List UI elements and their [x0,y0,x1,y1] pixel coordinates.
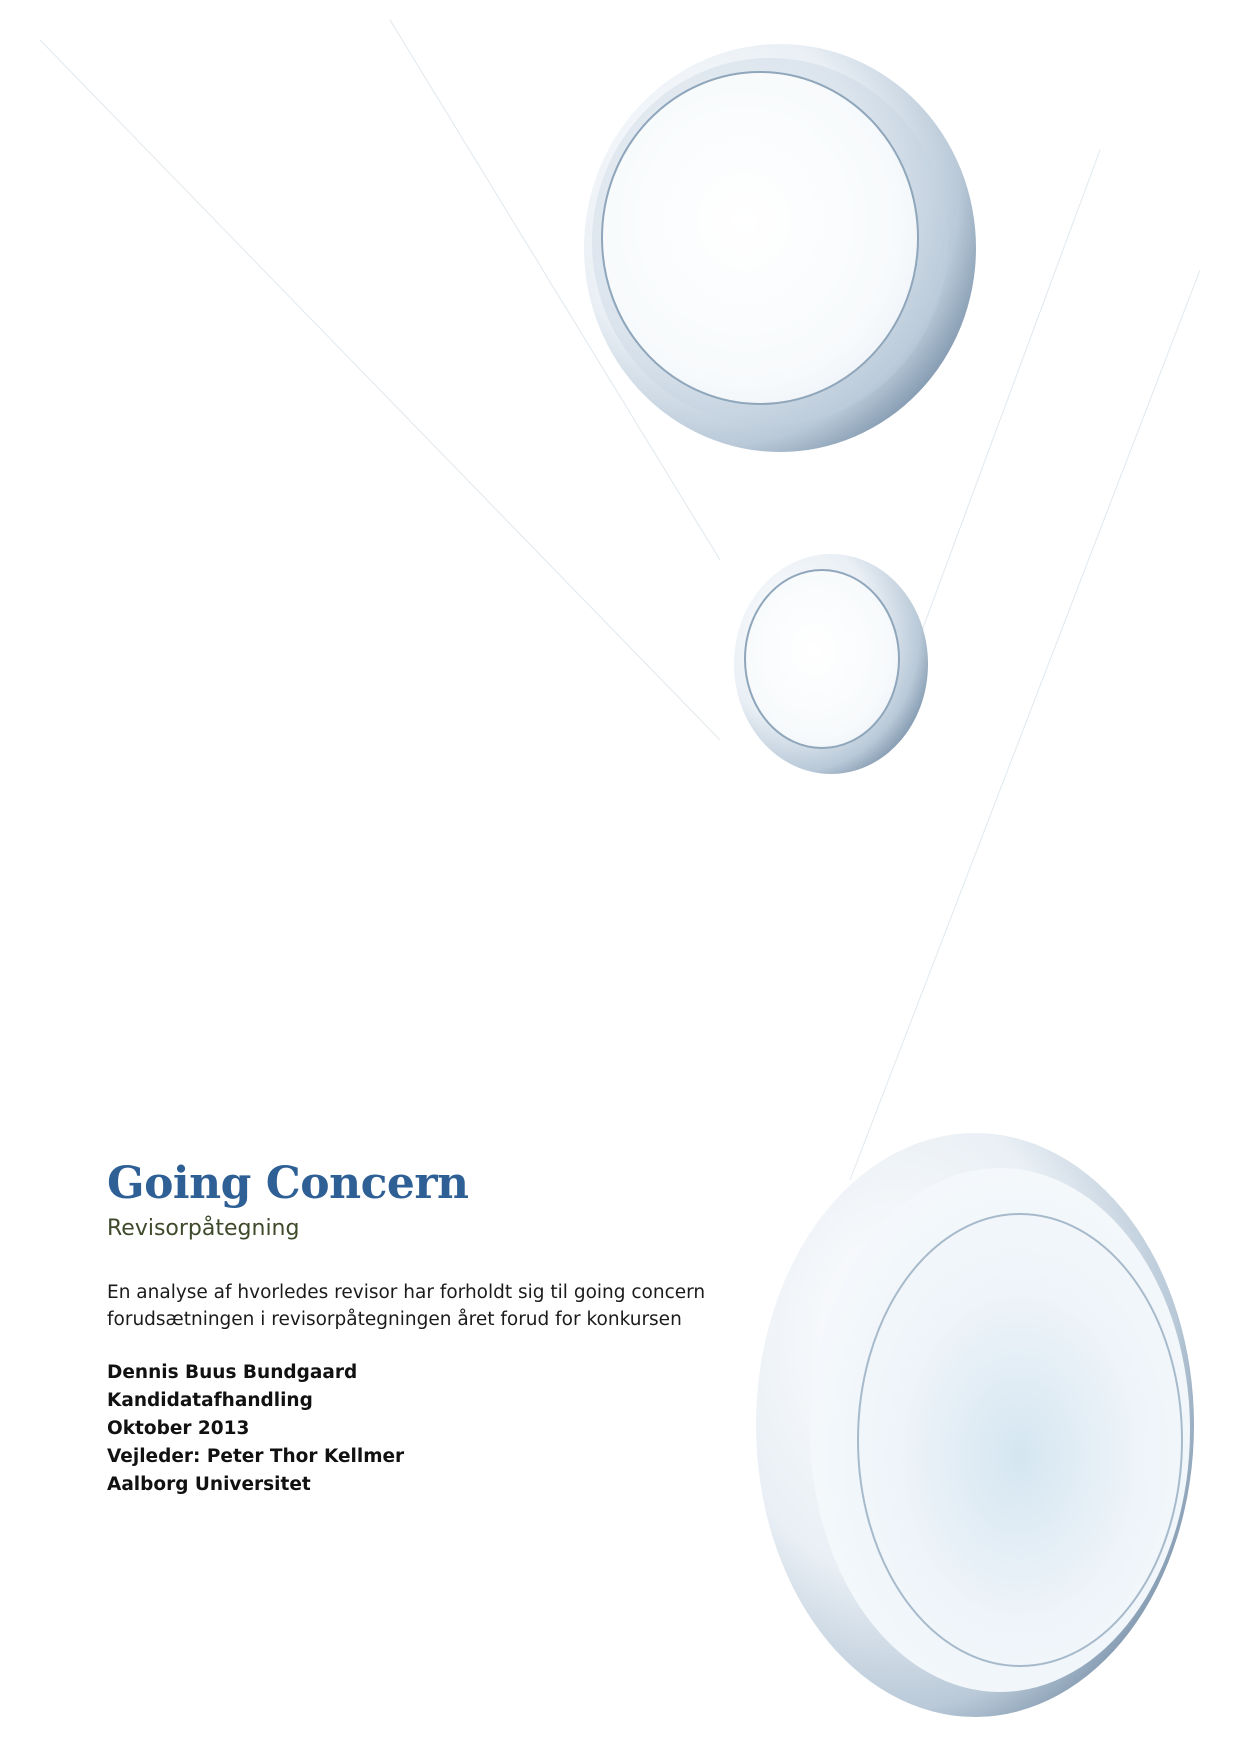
supervisor: Vejleder: Peter Thor Kellmer [107,1446,405,1468]
document-abstract: En analyse af hvorledes revisor har forholdt sig til going concern forudsætningen i revisorpåtegningen året forud for konkursen [107,1282,706,1331]
top-disc [584,44,976,452]
document-title: Going Concern [107,1158,469,1209]
university: Aalborg Universitet [107,1474,311,1496]
title-block [107,1160,727,1499]
middle-disc [734,554,928,774]
author-info [107,1359,727,1499]
bottom-disc [756,1133,1194,1717]
thesis-type: Kandidatafhandling [107,1390,313,1412]
document-date: Oktober 2013 [107,1418,250,1440]
author-name: Dennis Buus Bundgaard [107,1362,358,1384]
document-subtitle: Revisorpåtegning [107,1216,300,1242]
